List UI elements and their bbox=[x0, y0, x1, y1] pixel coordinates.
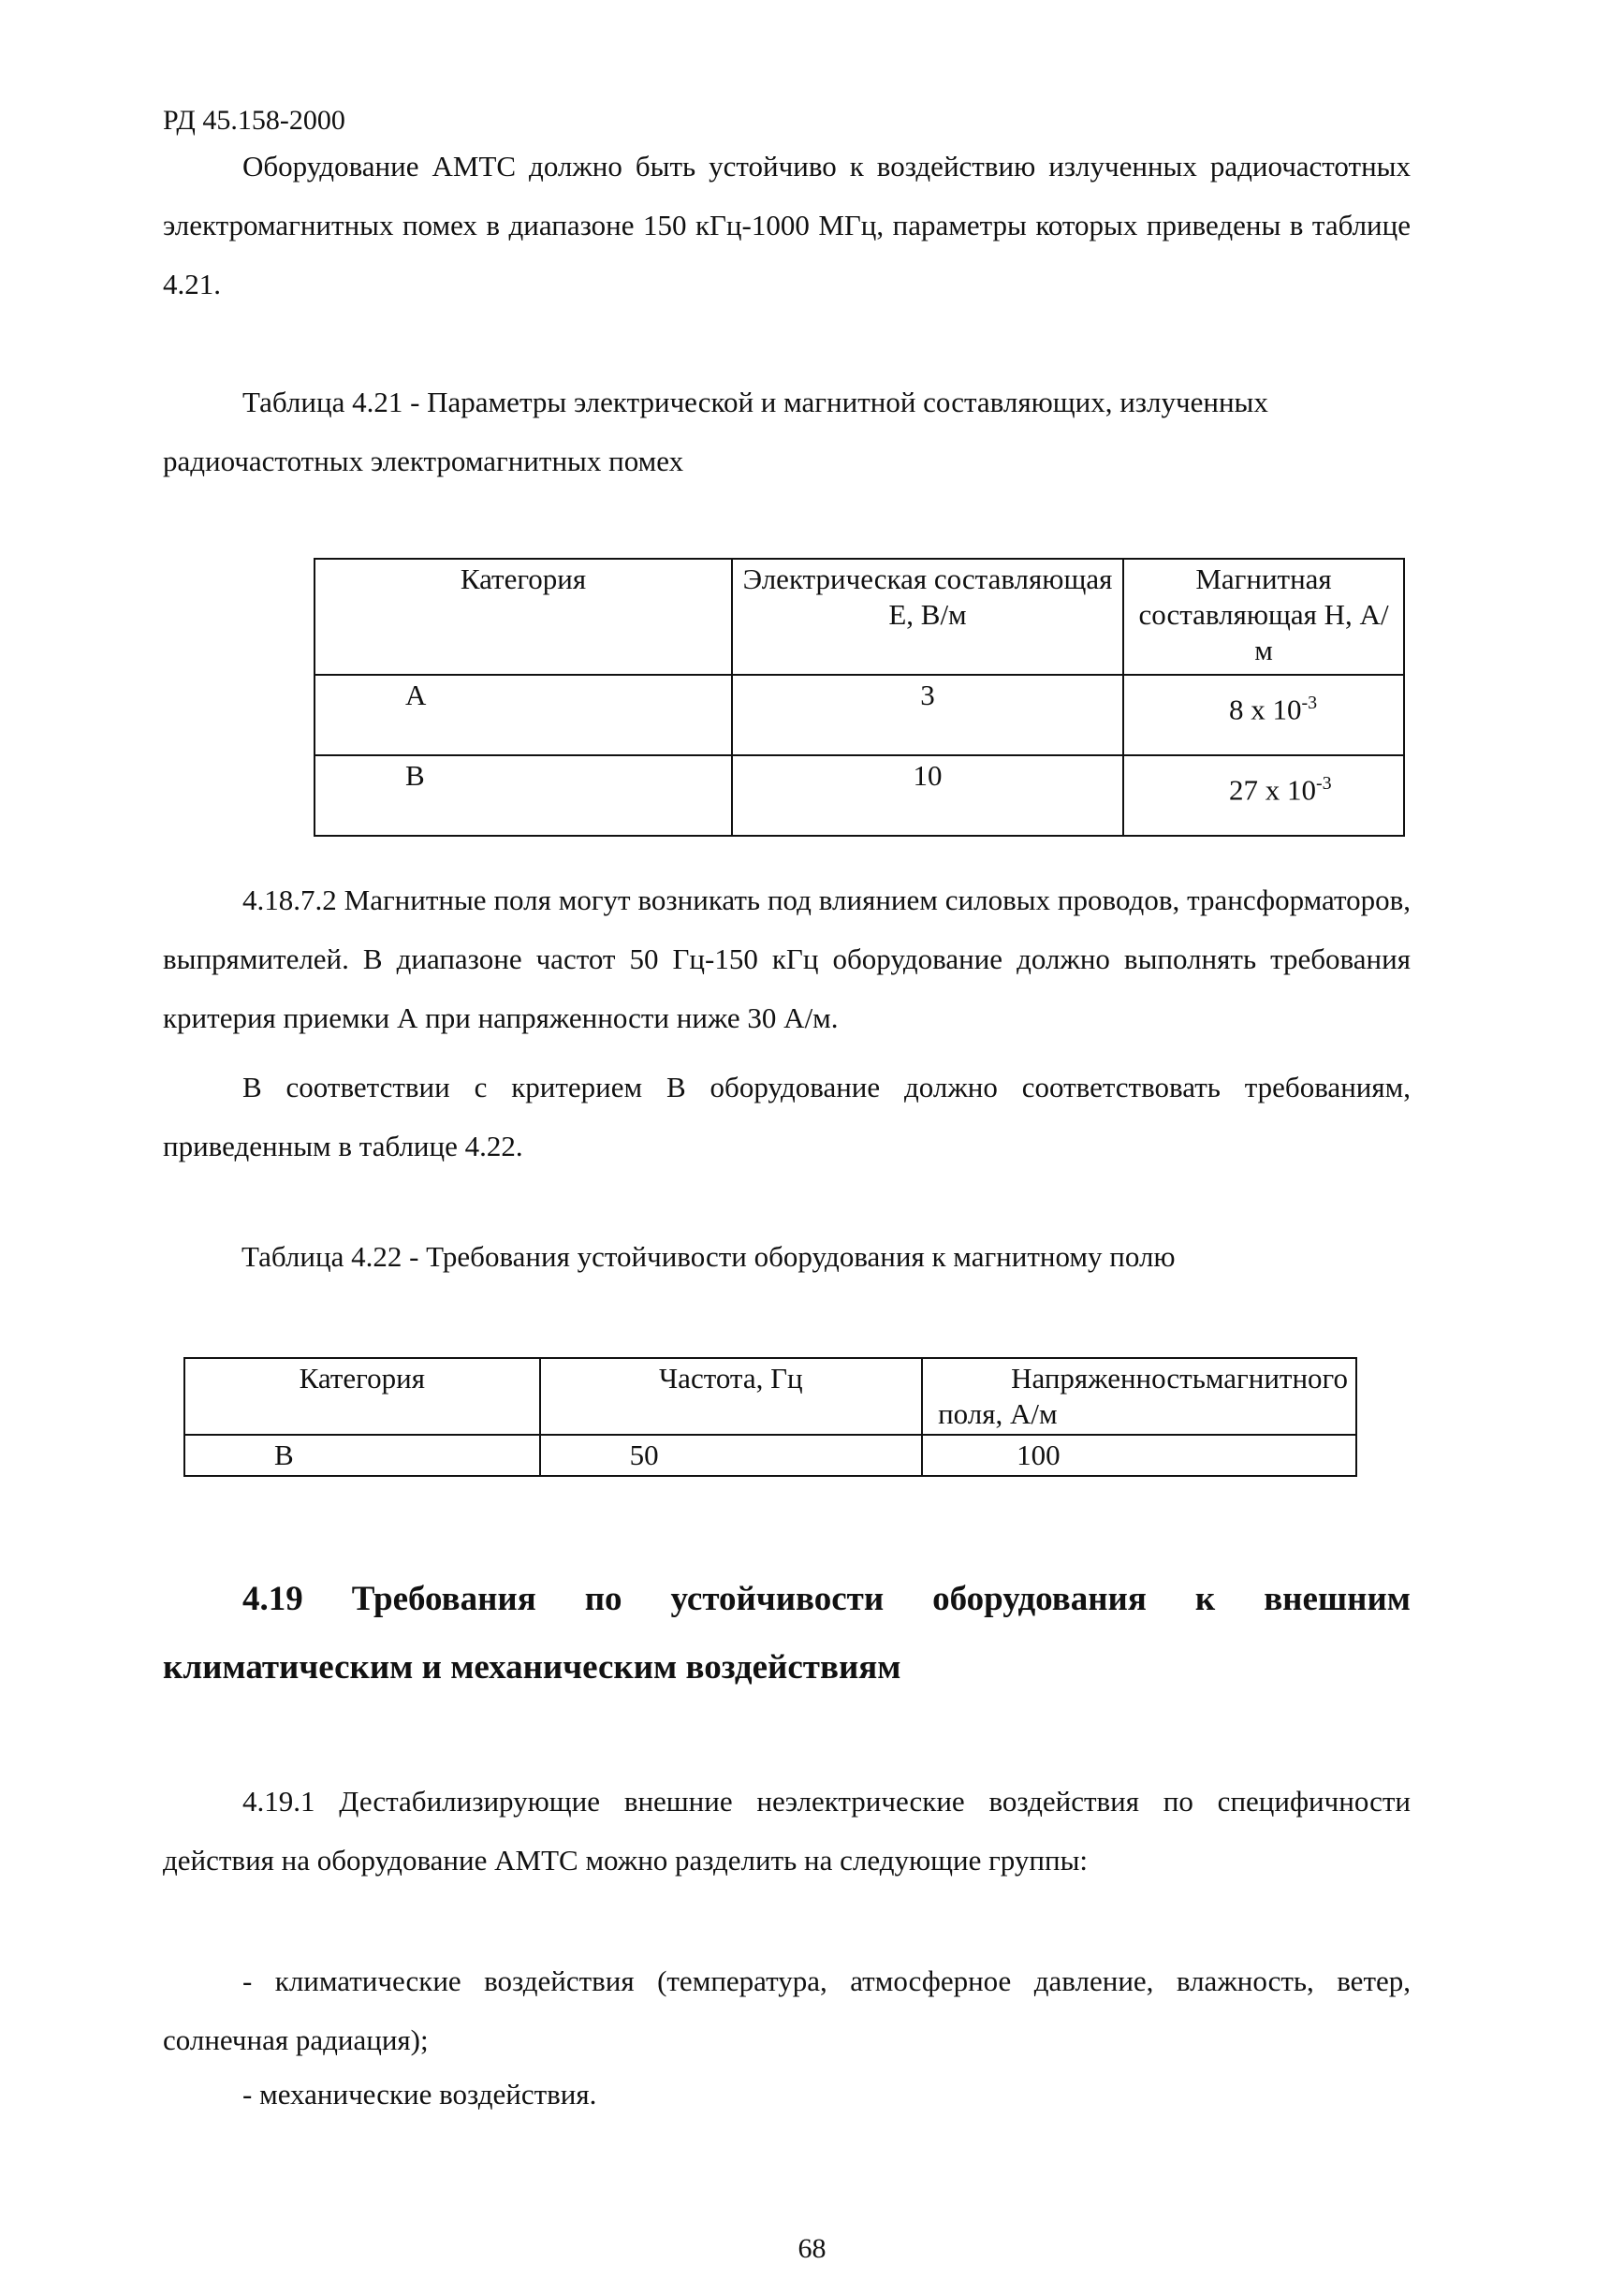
cell-magnetic bbox=[1123, 675, 1404, 755]
table-4-22-caption: Таблица 4.22 - Требования устойчивости оборудования к магнитному полю bbox=[241, 1240, 1176, 1273]
header-field-strength bbox=[922, 1358, 1356, 1435]
cell-electric: 3 bbox=[732, 675, 1123, 755]
document-id: РД 45.158-2000 bbox=[163, 105, 345, 136]
header-frequency: Частота, Гц bbox=[540, 1358, 923, 1435]
cell-frequency: 50 bbox=[540, 1435, 923, 1476]
header-line-1 bbox=[938, 1361, 1348, 1396]
header-text: Магнитная составляющая Н, А/м bbox=[1138, 562, 1389, 666]
value-exponent: -3 bbox=[1301, 693, 1318, 713]
header-line-2: поля, А/м bbox=[938, 1397, 1058, 1430]
table-row bbox=[315, 675, 1404, 755]
header-text: Категория bbox=[460, 562, 587, 595]
value-base: 27 х 10 bbox=[1229, 773, 1316, 807]
paragraph-intro: Оборудование АМТС должно быть устойчиво к воздействию излученных радиочастотных электромагнитных помех в диапазоне 150 кГц-1000 МГц, параметры которых приведены в таблице 4.21. bbox=[163, 150, 1411, 300]
table-4-21 bbox=[314, 558, 1405, 837]
cell-category: А bbox=[315, 675, 732, 755]
header-text: Электрическая составляющая Е, В/м bbox=[742, 562, 1113, 631]
paragraph-criterion-b: В соответствии с критерием В оборудование должно соответствовать требованиям, приведенным в таблице 4.22. bbox=[163, 1071, 1411, 1162]
table-header-row bbox=[315, 559, 1404, 675]
table-4-21-caption: Таблица 4.21 - Параметры электрической и магнитной составляющих, излученных радиочастотных электромагнитных помех bbox=[163, 386, 1268, 477]
cell-field-strength: 100 bbox=[922, 1435, 1356, 1476]
list-item-mechanical: - механические воздействия. bbox=[242, 2078, 597, 2110]
list-item-climatic: - климатические воздействия (температура, атмосферное давление, влажность, ветер, солнечная радиация); bbox=[163, 1964, 1411, 2056]
page-number: 68 bbox=[797, 2233, 827, 2264]
cell-magnetic bbox=[1123, 755, 1404, 836]
cell-electric: 10 bbox=[732, 755, 1123, 836]
table-row bbox=[184, 1435, 1356, 1476]
paragraph-4-19-1: 4.19.1 Дестабилизирующие внешние неэлектрические воздействия по специфичности действия на оборудование АМТС можно разделить на следующие группы: bbox=[163, 1785, 1411, 1877]
cell-category: В bbox=[184, 1435, 540, 1476]
header-category bbox=[315, 559, 732, 675]
table-header-row bbox=[184, 1358, 1356, 1435]
header-text: магнитного bbox=[1205, 1362, 1348, 1395]
table-row bbox=[315, 755, 1404, 836]
paragraph-4-18-7-2: 4.18.7.2 Магнитные поля могут возникать под влиянием силовых проводов, трансформаторов, выпрямителей. В диапазоне частот 50 Гц-150 кГц оборудование должно выполнять требования критерия приемки А при напряженности ниже 30 А/м. bbox=[163, 884, 1411, 1034]
value-exponent: -3 bbox=[1316, 773, 1332, 794]
cell-category: В bbox=[315, 755, 732, 836]
header-text: Напряженность bbox=[1011, 1362, 1206, 1395]
header-magnetic bbox=[1123, 559, 1404, 675]
section-heading-4-19: 4.19 Требования по устойчивости оборудования к внешним климатическим и механическим воздействиям bbox=[163, 1580, 1411, 1687]
header-electric bbox=[732, 559, 1123, 675]
header-category: Категория bbox=[184, 1358, 540, 1435]
value-base: 8 х 10 bbox=[1229, 693, 1302, 726]
table-4-22 bbox=[183, 1357, 1357, 1477]
